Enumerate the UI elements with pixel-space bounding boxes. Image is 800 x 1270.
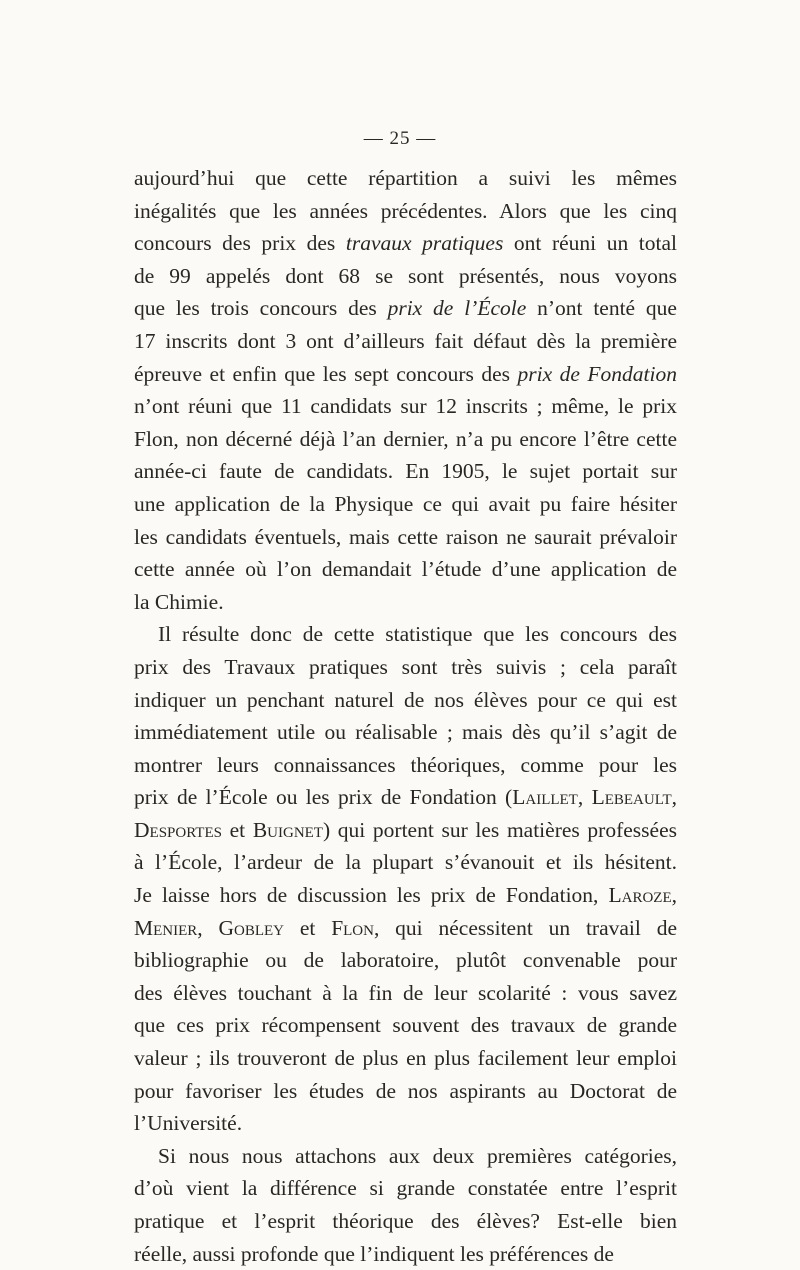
text-line: pour favoriser les études de nos aspirants au Doctorat de: [134, 1078, 677, 1103]
text-line: réelle, aussi profonde que l’indiquent les préférences de: [134, 1241, 614, 1266]
text-line: concours des prix des travaux pratiques ont réuni un total: [134, 231, 677, 256]
text-line: Flon, non décerné déjà l’an dernier, n’a pu encore l’être cette: [134, 426, 677, 451]
text-line: aujourd’hui que cette répartition a suivi les mêmes: [134, 166, 677, 190]
text-line: prix des Travaux pratiques sont très suivis ; cela paraît: [134, 654, 677, 679]
paragraph: [134, 618, 677, 1140]
paragraph: [134, 1140, 677, 1270]
text-line: Menier, Gobley et Flon, qui nécessitent un travail de: [134, 915, 677, 940]
text-line: montrer leurs connaissances théoriques, comme pour les: [134, 752, 677, 777]
text-line: indiquer un penchant naturel de nos élèves pour ce qui est: [134, 687, 677, 712]
text-line: Il résulte donc de cette statistique que les concours des: [158, 622, 677, 647]
text-line: Desportes et Buignet) qui portent sur les matières professées: [134, 817, 677, 842]
text-line: à l’École, l’ardeur de la plupart s’évanouit et ils hésitent.: [134, 850, 677, 875]
text-line: immédiatement utile ou réalisable ; mais dès qu’il s’agit de: [134, 720, 677, 745]
text-line: pratique et l’esprit théorique des élèves? Est-elle bien: [134, 1209, 677, 1233]
text-line: Je laisse hors de discussion les prix de Fondation, Laroze,: [134, 883, 677, 908]
text-line: que les trois concours des prix de l’École n’ont tenté que: [134, 296, 677, 321]
text-line: des élèves touchant à la fin de leur scolarité : vous savez: [134, 980, 677, 1005]
text-line: épreuve et enfin que les sept concours des prix de Fondation: [134, 361, 677, 386]
text-line: d’où vient la différence si grande constatée entre l’esprit: [134, 1176, 677, 1201]
text-line: la Chimie.: [134, 589, 224, 614]
text-line: 17 inscrits dont 3 ont d’ailleurs fait défaut dès la première: [134, 328, 677, 353]
text-line: bibliographie ou de laboratoire, plutôt convenable pour: [134, 948, 677, 973]
paragraph: [134, 162, 677, 618]
text-line: cette année où l’on demandait l’étude d’une application de: [134, 557, 677, 582]
text-line: Si nous nous attachons aux deux premières catégories,: [158, 1143, 677, 1168]
text-line: prix de l’École ou les prix de Fondation (Laillet, Lebeault,: [134, 785, 678, 810]
text-line: que ces prix récompensent souvent des travaux de grande: [134, 1013, 677, 1038]
text-line: valeur ; ils trouveront de plus en plus facilement leur emploi: [134, 1046, 677, 1071]
text-line: n’ont réuni que 11 candidats sur 12 inscrits ; même, le prix: [134, 394, 677, 419]
text-line: les candidats éventuels, mais cette raison ne saurait prévaloir: [134, 524, 677, 549]
page-number: — 25 —: [363, 128, 437, 149]
text-line: une application de la Physique ce qui avait pu faire hésiter: [134, 491, 677, 516]
text-line: année-ci faute de candidats. En 1905, le sujet portait sur: [134, 459, 677, 484]
text-line: de 99 appelés dont 68 se sont présentés, nous voyons: [134, 263, 677, 288]
text-line: l’Université.: [134, 1111, 243, 1136]
text-line: inégalités que les années précédentes. Alors que les cinq: [134, 198, 677, 223]
body-text: [134, 162, 677, 1270]
